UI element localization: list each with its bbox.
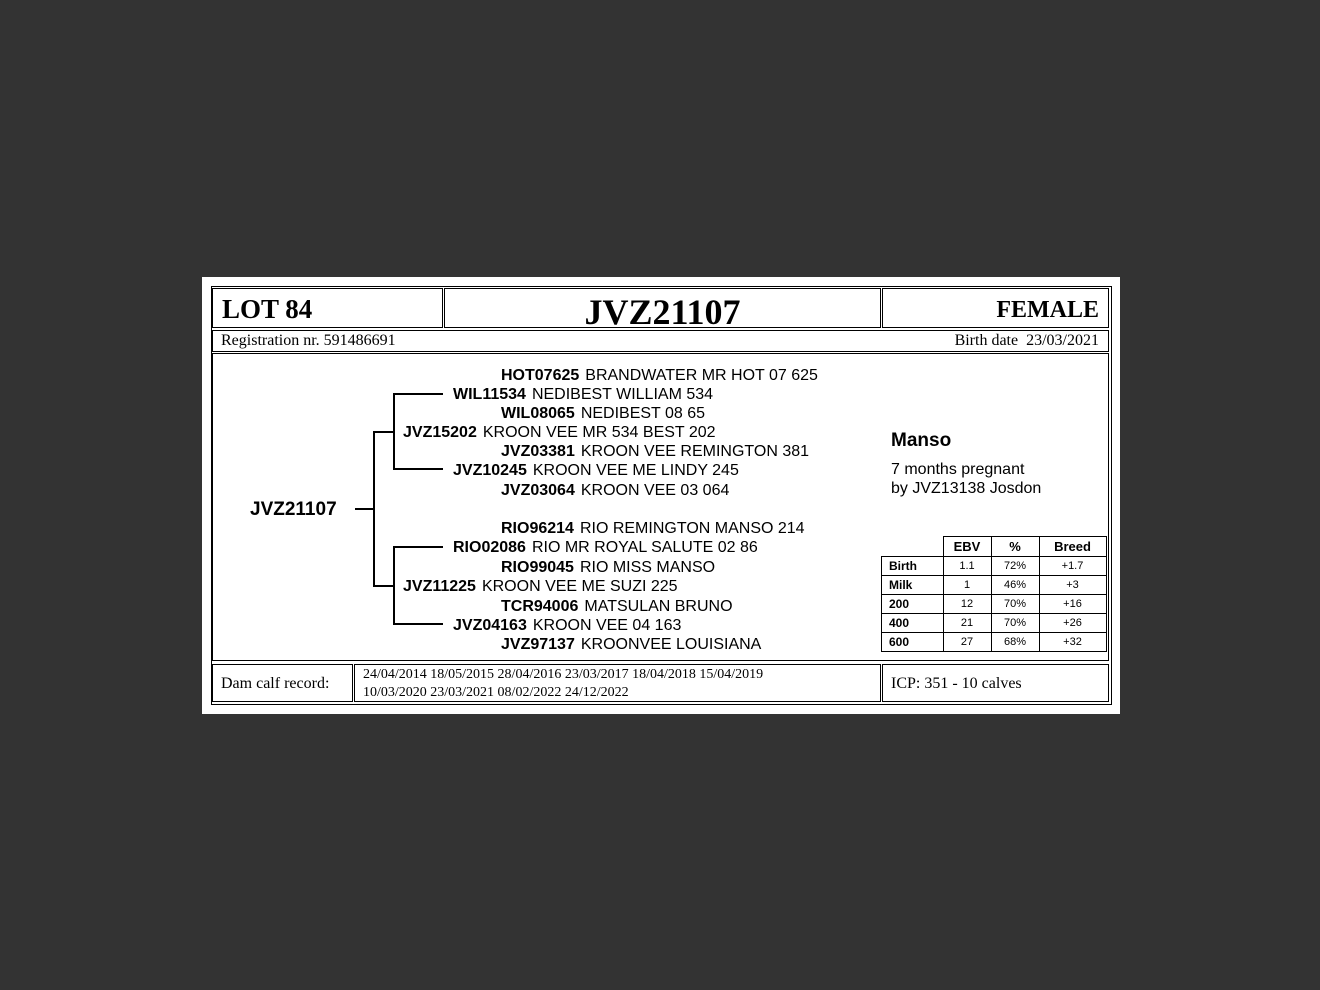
- pedigree-name: MATSULAN BRUNO: [584, 598, 733, 615]
- pedigree-dam-sire-sire: [501, 519, 805, 538]
- ebv-col-header: %: [991, 537, 1039, 557]
- ebv-table: [881, 536, 1107, 652]
- pedigree-name: KROONVEE LOUISIANA: [580, 636, 762, 653]
- birth-date: [955, 332, 1099, 350]
- sex-label: FEMALE: [996, 297, 1099, 323]
- ebv-row-label: Birth: [882, 557, 944, 576]
- pedigree-code: JVZ97137: [501, 636, 575, 653]
- lot-box: [212, 288, 443, 328]
- ebv-header-row: [882, 537, 1107, 557]
- ebv-breed-avg: +3: [1039, 576, 1106, 595]
- pedigree-code: TCR94006: [501, 598, 579, 615]
- sire-dam-line: [393, 468, 443, 470]
- pedigree-name: RIO REMINGTON MANSO 214: [579, 520, 805, 537]
- pedigree-name: NEDIBEST WILLIAM 534: [531, 386, 714, 403]
- pedigree-dam: [403, 577, 678, 596]
- sire-stub: [373, 431, 394, 433]
- calf-dates-line-2: 10/03/2020 23/03/2021 08/02/2022 24/12/2022: [363, 685, 629, 700]
- ebv-accuracy: 68%: [991, 633, 1039, 652]
- pedigree-dam-sire: [453, 538, 758, 557]
- ebv-row-label: 200: [882, 595, 944, 614]
- ebv-accuracy: 70%: [991, 595, 1039, 614]
- dam-sire-line: [393, 546, 443, 548]
- reg-id-box: [444, 288, 881, 332]
- ebv-breed-avg: +1.7: [1039, 557, 1106, 576]
- pedigree-dam-dam-dam: [501, 635, 761, 654]
- pedigree-code: JVZ03381: [501, 443, 575, 460]
- ebv-value: 1: [943, 576, 991, 595]
- sex-box: [882, 288, 1109, 328]
- dam-grand-vertical: [393, 546, 395, 625]
- pedigree-code: RIO96214: [501, 520, 574, 537]
- pedigree-sire-sire-sire: [501, 366, 818, 385]
- pedigree-name: NEDIBEST 08 65: [580, 405, 706, 422]
- pedigree-name: RIO MR ROYAL SALUTE 02 86: [531, 539, 758, 556]
- subject-id: JVZ21107: [250, 499, 337, 520]
- birth-date-label: Birth date: [954, 332, 1019, 349]
- pedigree-sire-dam-dam: [501, 481, 729, 500]
- pedigree-name: KROON VEE 03 064: [580, 482, 730, 499]
- ebv-col-header: EBV: [943, 537, 991, 557]
- ebv-row-label: 600: [882, 633, 944, 652]
- lot-number: LOT 84: [222, 294, 313, 324]
- ebv-value: 12: [943, 595, 991, 614]
- ebv-row: [882, 595, 1107, 614]
- pedigree-name: BRANDWATER MR HOT 07 625: [585, 367, 818, 384]
- pedigree-code: WIL08065: [501, 405, 575, 422]
- notes-block: [891, 430, 1041, 498]
- dam-stub: [373, 585, 394, 587]
- ebv-row: [882, 633, 1107, 652]
- sire-sire-line: [393, 393, 443, 395]
- ebv-row: [882, 576, 1107, 595]
- pedigree-dam-dam-sire: [501, 597, 733, 616]
- notes-pregnancy-by: by JVZ13138 Josdon: [891, 480, 1042, 497]
- pedigree-sire: [403, 423, 716, 442]
- icp-box: [882, 664, 1109, 702]
- ebv-value: 1.1: [943, 557, 991, 576]
- ebv-row-label: Milk: [882, 576, 944, 595]
- pedigree-sire-sire-dam: [501, 404, 705, 423]
- animal-id-title: JVZ21107: [584, 292, 741, 332]
- pedigree-name: RIO MISS MANSO: [579, 559, 716, 576]
- pedigree-name: KROON VEE ME SUZI 225: [481, 578, 678, 595]
- ebv-accuracy: 46%: [991, 576, 1039, 595]
- parents-vertical: [373, 431, 375, 587]
- pedigree-sire-dam: [453, 461, 739, 480]
- ebv-row-label: 400: [882, 614, 944, 633]
- subject-connector: [355, 508, 374, 510]
- pedigree-code: RIO99045: [501, 559, 574, 576]
- pedigree-name: KROON VEE 04 163: [532, 617, 682, 634]
- calf-label-box: [212, 664, 353, 702]
- notes-title: Manso: [891, 430, 952, 451]
- ebv-row: [882, 557, 1107, 576]
- pedigree-code: HOT07625: [501, 367, 580, 384]
- pedigree-code: JVZ10245: [453, 462, 527, 479]
- calf-dates-line-1: 24/04/2014 18/05/2015 28/04/2016 23/03/2017 18/04/2018 15/04/2019: [363, 667, 764, 682]
- ebv-corner: [882, 537, 944, 557]
- pedigree-dam-sire-dam: [501, 558, 715, 577]
- ebv-value: 21: [943, 614, 991, 633]
- registration-number: Registration nr. 591486691: [221, 332, 396, 349]
- pedigree-sire-sire: [453, 385, 713, 404]
- sire-grand-vertical: [393, 393, 395, 470]
- pedigree-sire-dam-sire: [501, 442, 809, 461]
- pedigree-dam-dam: [453, 616, 681, 635]
- ebv-row: [882, 614, 1107, 633]
- birth-date-value: 23/03/2021: [1026, 332, 1099, 349]
- registration-row: [212, 330, 1109, 352]
- ebv-value: 27: [943, 633, 991, 652]
- ebv-breed-avg: +16: [1039, 595, 1106, 614]
- ebv-accuracy: 70%: [991, 614, 1039, 633]
- calf-dates-box: [354, 664, 881, 702]
- calf-record-label: Dam calf record:: [221, 675, 330, 692]
- ebv-breed-avg: +32: [1039, 633, 1106, 652]
- icp-value: ICP: 351 - 10 calves: [891, 675, 1022, 692]
- ebv-col-header: Breed: [1039, 537, 1106, 557]
- pedigree-name: KROON VEE MR 534 BEST 202: [482, 424, 716, 441]
- pedigree-code: JVZ15202: [403, 424, 477, 441]
- ebv-accuracy: 72%: [991, 557, 1039, 576]
- pedigree-code: WIL11534: [453, 386, 526, 403]
- pedigree-code: RIO02086: [453, 539, 526, 556]
- pedigree-code: JVZ11225: [403, 578, 476, 595]
- pedigree-name: KROON VEE ME LINDY 245: [532, 462, 739, 479]
- ebv-breed-avg: +26: [1039, 614, 1106, 633]
- dam-dam-line: [393, 623, 443, 625]
- pedigree-code: JVZ04163: [453, 617, 527, 634]
- pedigree-name: KROON VEE REMINGTON 381: [580, 443, 810, 460]
- pedigree-code: JVZ03064: [501, 482, 575, 499]
- notes-pregnancy: 7 months pregnant: [891, 461, 1025, 478]
